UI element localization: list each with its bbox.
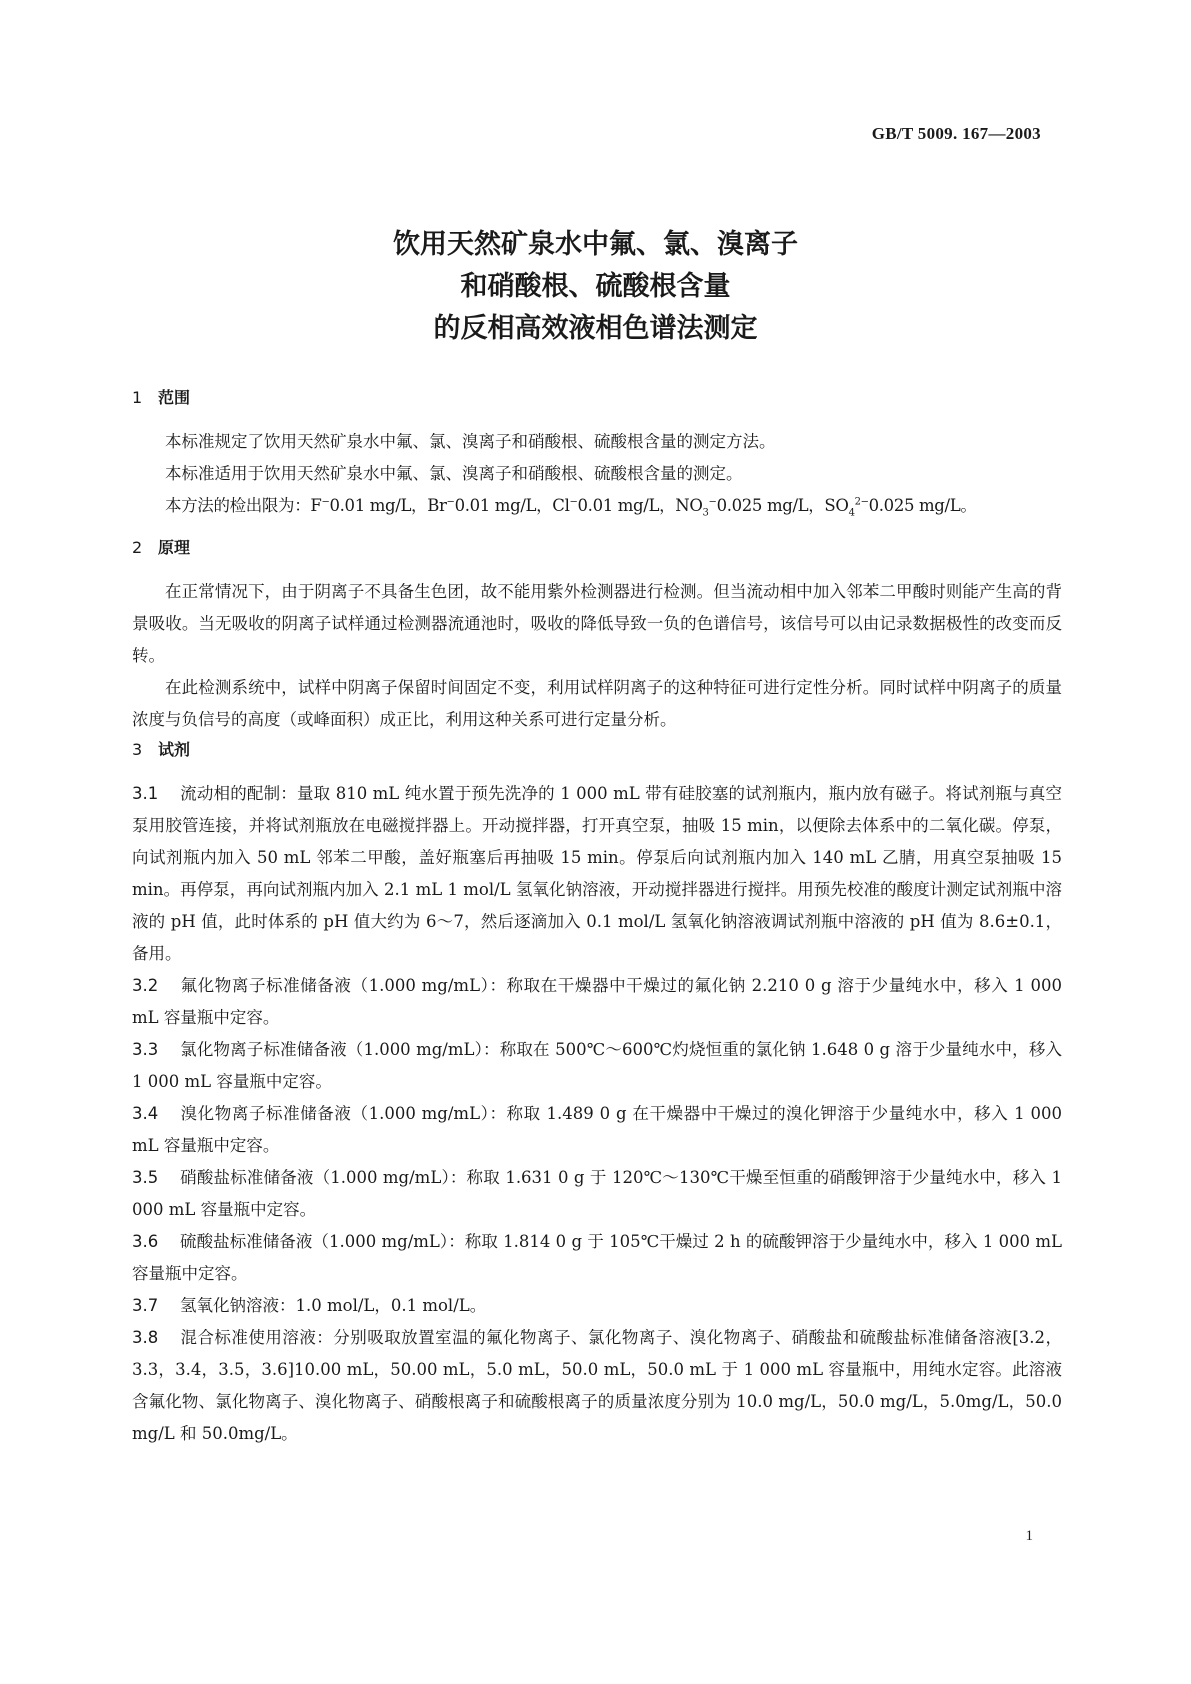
reagent-item-text: 氟化物离子标准储备液（1.000 mg/mL）：称取在干燥器中干燥过的氟化钠 2.210 0 g 溶于少量纯水中，移入 1 000 mL 容量瓶中定容。 <box>132 976 1062 1027</box>
title-line-1: 饮用天然矿泉水中氟、氯、溴离子 <box>393 229 798 260</box>
title-line-2: 和硝酸根、硫酸根含量 <box>460 271 731 302</box>
section-3-heading <box>132 734 1062 766</box>
reagent-item-number: 3.5 <box>132 1168 159 1187</box>
reagent-item-text: 溴化物离子标准储备液（1.000 mg/mL）：称取 1.489 0 g 在干燥器中干燥过的溴化钾溶于少量纯水中，移入 1 000 mL 容量瓶中定容。 <box>132 1104 1062 1155</box>
title-line-3: 的反相高效液相色谱法测定 <box>433 313 758 344</box>
limit-value: 0.01 mg/L， <box>329 496 428 515</box>
standard-code: GB/T 5009. 167—2003 <box>871 124 1041 143</box>
reagent-item <box>132 1322 1062 1450</box>
reagent-item-text: 氢氧化钠溶液：1.0 mol/L，0.1 mol/L。 <box>180 1296 487 1315</box>
ion-charge: − <box>708 496 717 508</box>
detection-limits-paragraph <box>132 490 1062 522</box>
reagent-item-text: 硝酸盐标准储备液（1.000 mg/mL）：称取 1.631 0 g 于 120℃～130℃干燥至恒重的硝酸钾溶于少量纯水中，移入 1 000 mL 容量瓶中定容。 <box>132 1168 1062 1219</box>
ion-chloride: Cl <box>552 496 570 515</box>
ion-bromide: Br <box>427 496 447 515</box>
reagent-item-number: 3.4 <box>132 1104 159 1123</box>
section-number: 3 <box>132 740 143 759</box>
section-1-heading <box>132 382 1062 414</box>
reagent-item <box>132 1034 1062 1098</box>
reagent-list <box>132 778 1062 1450</box>
principle-paragraph-1: 在正常情况下，由于阴离子不具备生色团，故不能用紫外检测器进行检测。但当流动相中加入邻苯二甲酸时则能产生高的背景吸收。当无吸收的阴离子试样通过检测器流通池时，吸收的降低导致一负的色谱信号，该信号可以由记录数据极性的改变而反转。 <box>132 582 1062 665</box>
scope-paragraph-2: 本标准适用于饮用天然矿泉水中氟、氯、溴离子和硝酸根、硫酸根含量的测定。 <box>165 464 743 483</box>
ion-subscript: 4 <box>848 507 855 519</box>
reagent-item-number: 3.6 <box>132 1232 159 1251</box>
principle-paragraph-2: 在此检测系统中，试样中阴离子保留时间固定不变，利用试样阴离子的这种特征可进行定性分析。同时试样中阴离子的质量浓度与负信号的高度（或峰面积）成正比，利用这种关系可进行定量分析。 <box>132 678 1062 729</box>
reagent-item-number: 3.7 <box>132 1296 159 1315</box>
reagent-item <box>132 1098 1062 1162</box>
ion-sulfate: SO <box>824 496 849 515</box>
reagent-item-number: 3.3 <box>132 1040 159 1059</box>
section-number: 1 <box>132 388 143 407</box>
detection-limits-prefix: 本方法的检出限为： <box>165 496 311 515</box>
document-title <box>0 224 1191 350</box>
ion-charge: − <box>446 496 455 508</box>
limit-value: 0.025 mg/L， <box>716 496 825 515</box>
reagent-item-number: 3.1 <box>132 784 159 803</box>
reagent-item <box>132 1290 1062 1322</box>
section-title: 原理 <box>158 538 191 557</box>
reagent-item <box>132 778 1062 970</box>
section-3 <box>132 734 1062 1450</box>
section-1 <box>132 382 1062 522</box>
scope-paragraph-1: 本标准规定了饮用天然矿泉水中氟、氯、溴离子和硝酸根、硫酸根含量的测定方法。 <box>165 432 776 451</box>
section-title: 范围 <box>158 388 191 407</box>
reagent-item-text: 流动相的配制：量取 810 mL 纯水置于预先洗净的 1 000 mL 带有硅胶塞的试剂瓶内，瓶内放有磁子。将试剂瓶与真空泵用胶管连接，并将试剂瓶放在电磁搅拌器上。开动搅拌器，打开真空泵，抽吸 15 min，以便除去体系中的二氧化碳。停泵，向试剂瓶内加入 50 mL 邻苯二甲酸，盖好瓶塞后再抽吸 15 min。停泵后向试剂瓶内加入 140 mL 乙腈，用真空泵抽吸 15 min。再停泵，再向试剂瓶内加入 2.1 mL 1 mol/L 氢氧化钠溶液，开动搅拌器进行搅拌。用预先校准的酸度计测定试剂瓶中溶液的 pH 值，此时体系的 pH 值大约为 6～7，然后逐滴加入 0.1 mol/L 氢氧化钠溶液调试剂瓶中溶液的 pH 值为 8.6±0.1，备用。 <box>132 784 1062 963</box>
ion-fluoride: F <box>310 496 322 515</box>
limit-value: 0.01 mg/L， <box>577 496 676 515</box>
section-title: 试剂 <box>158 740 191 759</box>
ion-charge: − <box>321 496 330 508</box>
reagent-item <box>132 970 1062 1034</box>
ion-charge: 2− <box>854 496 869 508</box>
limit-value: 0.01 mg/L， <box>454 496 553 515</box>
reagent-item-text: 混合标准使用溶液：分别吸取放置室温的氟化物离子、氯化物离子、溴化物离子、硝酸盐和硫酸盐标准储备溶液[3.2，3.3，3.4，3.5，3.6]10.00 mL，50.00 mL，5.0 mL，50.0 mL，50.0 mL 于 1 000 mL 容量瓶中，用纯水定容。此溶液含氟化物、氯化物离子、溴化物离子、硝酸根离子和硫酸根离子的质量浓度分别为 10.0 mg/L，50.0 mg/L，5.0mg/L，50.0 mg/L 和 50.0mg/L。 <box>132 1328 1062 1443</box>
ion-nitrate: NO <box>675 496 703 515</box>
reagent-item-number: 3.2 <box>132 976 159 995</box>
limit-value: 0.025 mg/L。 <box>868 496 977 515</box>
section-2-heading <box>132 532 1062 564</box>
reagent-item <box>132 1226 1062 1290</box>
ion-subscript: 3 <box>702 507 709 519</box>
page-number: 1 <box>1025 1528 1033 1544</box>
reagent-item-text: 氯化物离子标准储备液（1.000 mg/mL）：称取在 500℃～600℃灼烧恒重的氯化钠 1.648 0 g 溶于少量纯水中，移入 1 000 mL 容量瓶中定容。 <box>132 1040 1062 1091</box>
reagent-item <box>132 1162 1062 1226</box>
reagent-item-number: 3.8 <box>132 1328 159 1347</box>
reagent-item-text: 硫酸盐标准储备液（1.000 mg/mL）：称取 1.814 0 g 于 105℃干燥过 2 h 的硫酸钾溶于少量纯水中，移入 1 000 mL 容量瓶中定容。 <box>132 1232 1062 1283</box>
section-number: 2 <box>132 538 143 557</box>
section-2 <box>132 532 1062 736</box>
ion-charge: − <box>569 496 578 508</box>
